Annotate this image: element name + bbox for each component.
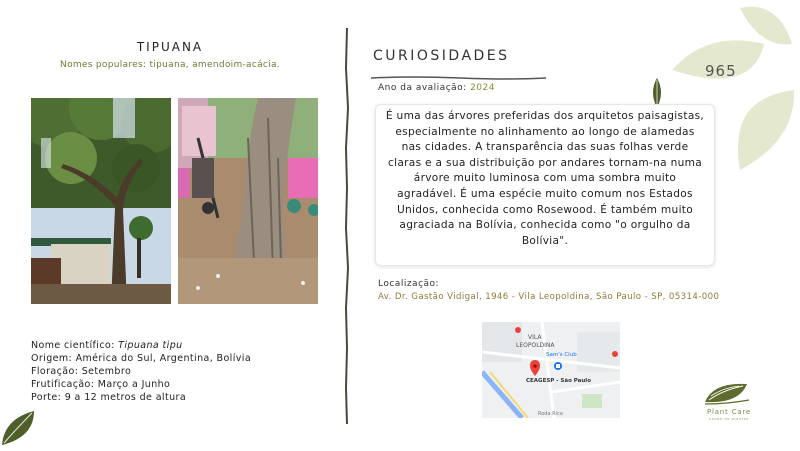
- store-icon: [554, 362, 562, 370]
- evaluation-year: Ano da avaliação: 2024: [378, 83, 495, 93]
- plant-care-logo: [703, 380, 751, 410]
- size-row: Porte: 9 a 12 metros de altura: [31, 392, 187, 403]
- popular-names: Nomes populares: tipuana, amendoim-acácia.: [60, 60, 280, 70]
- location-label: Localização:: [378, 279, 440, 289]
- scientific-name: Tipuana tipu: [118, 340, 183, 351]
- fruiting-row: Frutificação: Março a Junho: [31, 379, 171, 390]
- tree-facts: [31, 339, 251, 404]
- map-district-line2: LEOPOLDINA: [516, 342, 555, 349]
- location-map[interactable]: [482, 322, 620, 418]
- flowering-row: Floração: Setembro: [31, 366, 132, 377]
- map-store-label: Sam's Club: [546, 352, 577, 358]
- leaf-branch-decoration-icon: [668, 0, 800, 184]
- curiosities-card: [375, 104, 715, 266]
- curiosities-text: É uma das árvores preferidas dos arquitetos paisagistas, especialmente no alinhamento ao longo de alamedas nas cidades. A transparência das suas folhas verde claras e a sua distribuição por andares tornam-na numa árvore muito luminosa com uma sombra muito agradável. É uma espécie muito comum nos Estados Unidos, conhecida como Rosewood. É também muito agraciada na Bolívia, conhecida como "o orgulho da Bolívia".: [385, 110, 705, 247]
- brand-tagline: saúde de plantas: [709, 417, 749, 421]
- heading-underline: [371, 66, 546, 72]
- location-address[interactable]: Av. Dr. Gastão Vidigal, 1946 - Vila Leopoldina, São Paulo - SP, 05314-000: [378, 292, 720, 302]
- brand-name: Plant Care: [706, 408, 752, 416]
- tree-title: TIPUANA: [136, 40, 204, 54]
- year-value: 2024: [470, 83, 495, 93]
- tree-trunk-photo: [178, 98, 318, 304]
- scientific-name-row: Nome científico: Tipuana tipu: [31, 340, 183, 351]
- leaf-decoration-icon: [0, 407, 40, 451]
- origin-row: Origem: América do Sul, Argentina, Bolívia: [31, 353, 252, 364]
- curiosities-heading: CURIOSIDADES: [373, 48, 510, 64]
- column-divider: [344, 28, 350, 424]
- tree-canopy-photo: [31, 98, 171, 304]
- map-road-label: Roda Rica: [538, 411, 563, 417]
- tree-number: 965: [705, 62, 737, 80]
- map-district-line1: VILA: [528, 334, 542, 341]
- map-pin-label: CEAGESP - São Paulo: [526, 378, 591, 384]
